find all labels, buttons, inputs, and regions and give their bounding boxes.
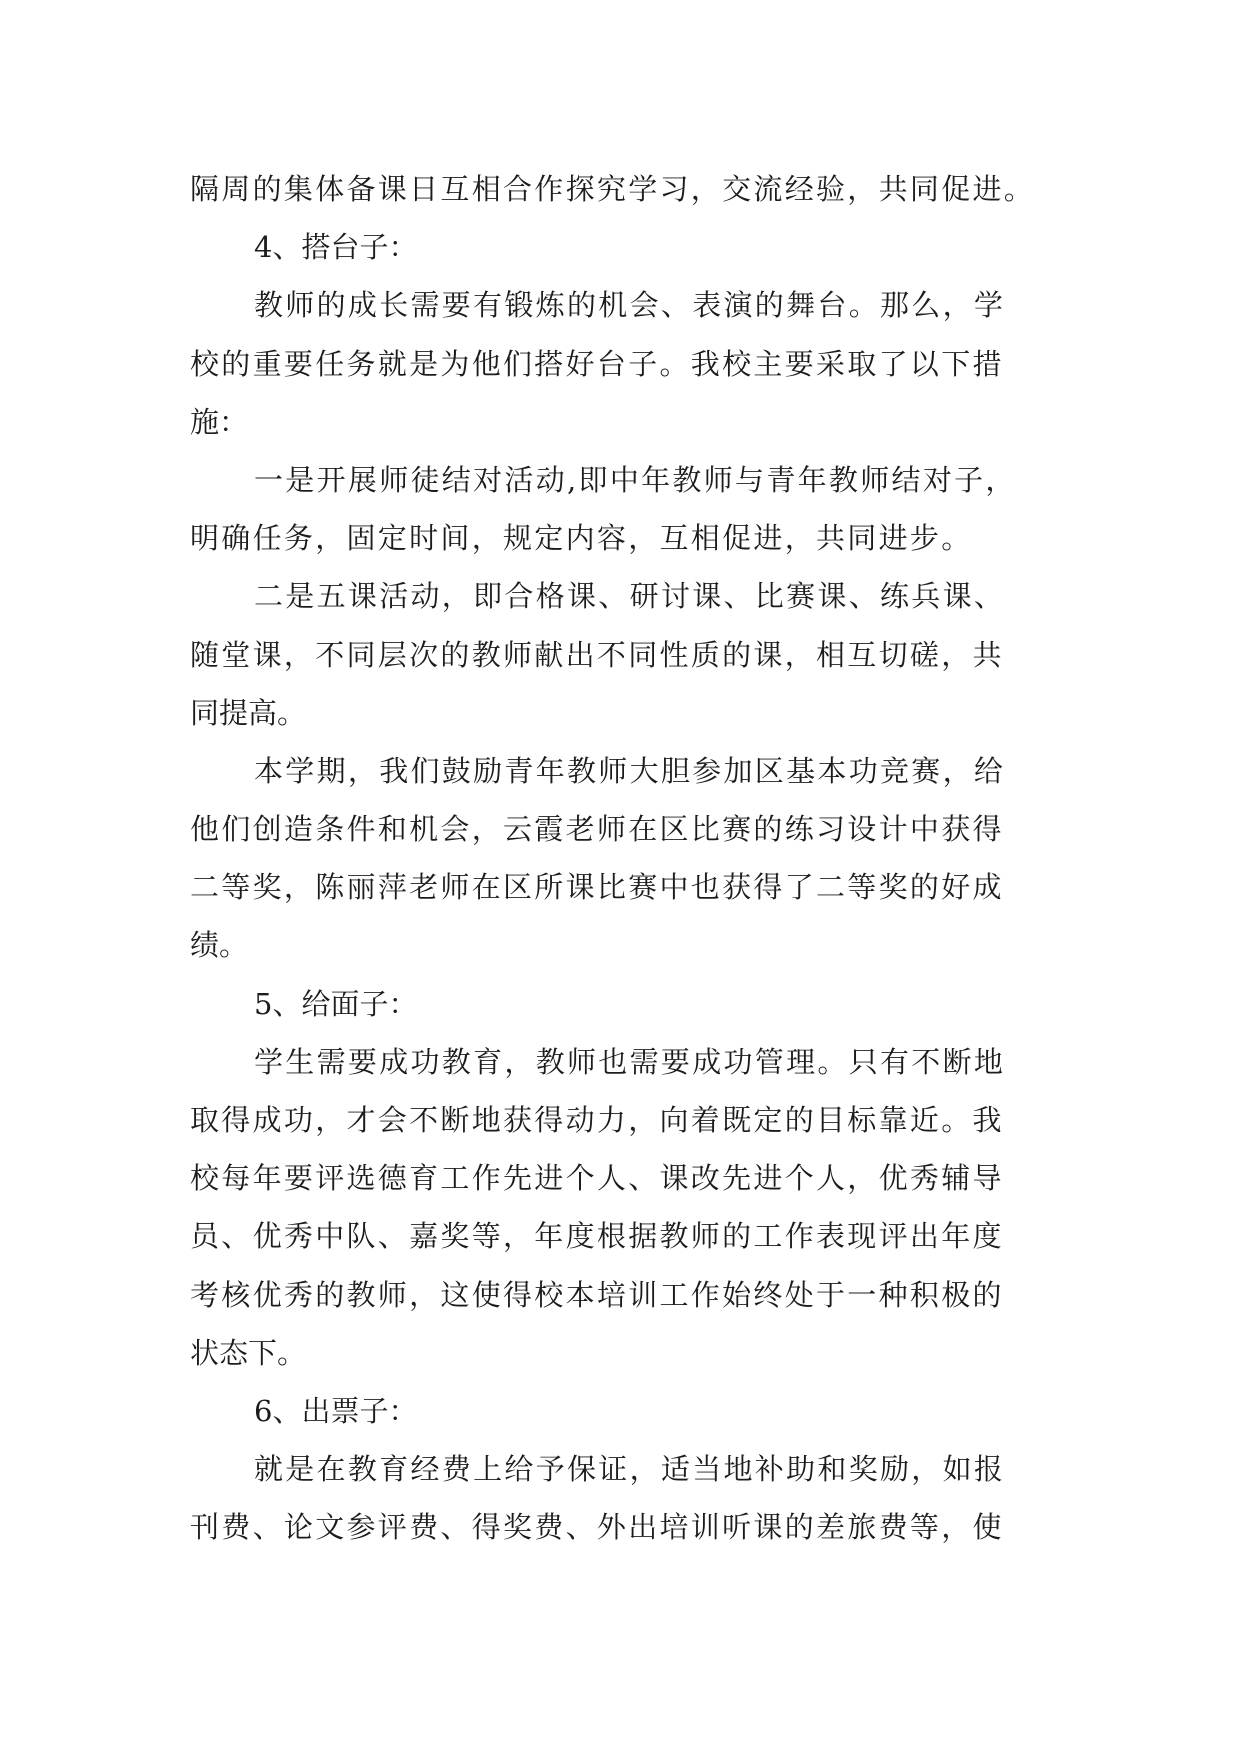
text-line: 同提高。 [190, 695, 307, 730]
text-line: 随堂课，不同层次的教师献出不同性质的课，相互切磋，共 [190, 637, 1004, 672]
text-line: 刊费、论文参评费、得奖费、外出培训听课的差旅费等，使 [190, 1510, 1004, 1545]
text-line: 校每年要评选德育工作先进个人、课改先进个人，优秀辅导 [190, 1161, 1004, 1196]
text-line: 教师的成长需要有锻炼的机会、表演的舞台。那么，学 [254, 288, 1006, 323]
document-body [190, 160, 1070, 1557]
text-line: 绩。 [190, 928, 249, 963]
text-line: 一是开展师徒结对活动,即中年教师与青年教师结对子， [254, 462, 1017, 497]
text-line: 二是五课活动，即合格课、研讨课、比赛课、练兵课、 [254, 579, 1006, 614]
text-line: 学生需要成功教育，教师也需要成功管理。只有不断地 [254, 1044, 1006, 1079]
text-line: 考核优秀的教师，这使得校本培训工作始终处于一种积极的 [190, 1277, 1004, 1312]
text-line: 员、优秀中队、嘉奖等，年度根据教师的工作表现评出年度 [190, 1219, 1004, 1254]
text-line: 取得成功，才会不断地获得动力，向着既定的目标靠近。我 [190, 1103, 1004, 1137]
text-line: 明确任务，固定时间，规定内容，互相促进，共同进步。 [190, 521, 973, 556]
text-line: 状态下。 [190, 1335, 307, 1370]
section-heading: 4、搭台子： [254, 230, 418, 265]
text-line: 施： [190, 404, 249, 439]
section-heading: 6、出票子： [254, 1393, 418, 1428]
text-line: 他们创造条件和机会，云霞老师在区比赛的练习设计中获得 [190, 812, 1004, 847]
text-line: 本学期，我们鼓励青年教师大胆参加区基本功竞赛，给 [254, 753, 1006, 788]
text-line: 就是在教育经费上给予保证，适当地补助和奖励，如报 [254, 1452, 1006, 1487]
text-line: 校的重要任务就是为他们搭好台子。我校主要采取了以下措 [190, 346, 1004, 381]
section-heading: 5、给面子： [254, 986, 418, 1021]
text-line: 隔周的集体备课日互相合作探究学习，交流经验，共同促进。 [190, 172, 1036, 206]
text-line: 二等奖，陈丽萍老师在区所课比赛中也获得了二等奖的好成 [190, 870, 1004, 905]
